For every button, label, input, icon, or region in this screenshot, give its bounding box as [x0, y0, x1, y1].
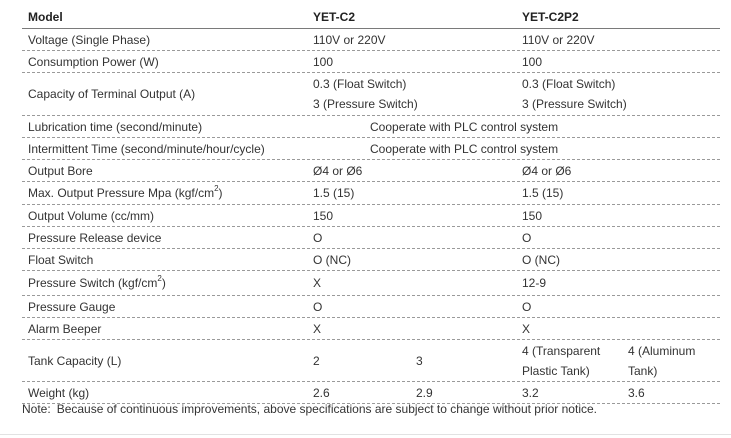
value-model1: X [313, 321, 322, 336]
row-tank [22, 340, 720, 382]
label-tail: ) [218, 186, 223, 200]
value-model1: 1.5 (15) [313, 186, 355, 200]
value-model1: Ø4 or Ø6 [313, 163, 363, 178]
value-model1: 150 [313, 208, 334, 223]
value-model2: 12-9 [522, 276, 547, 290]
value-model2-a: 3.2 [522, 385, 539, 400]
row-label: Weight (kg) [28, 385, 90, 400]
row-label: Consumption Power (W) [28, 54, 159, 69]
value-span: Cooperate with PLC control system [370, 141, 559, 156]
row-pressure [22, 182, 720, 205]
label-text: Pressure Switch (kgf/cm [28, 276, 158, 290]
row-label: Lubrication time (second/minute) [28, 119, 203, 134]
label-text: Max. Output Pressure Mpa (kgf/cm [28, 186, 215, 200]
row-label: Float Switch [28, 252, 94, 267]
row-label: Capacity of Terminal Output (A) [28, 87, 196, 101]
value-line: 0.3 (Float Switch) [522, 77, 616, 91]
value-model2: Ø4 or Ø6 [522, 163, 572, 178]
value-model1-a: 2 [313, 353, 320, 368]
row-label: Tank Capacity (L) [28, 353, 122, 368]
value-span: Cooperate with PLC control system [370, 119, 559, 134]
row-power [22, 51, 720, 73]
row-alarm [22, 318, 720, 340]
value-model2: O [522, 230, 532, 245]
header-model2: YET-C2P2 [522, 10, 579, 24]
row-gauge [22, 296, 720, 318]
header-row [22, 6, 720, 29]
value-model1: 100 [313, 54, 334, 69]
value-model1-b: 3 [416, 353, 423, 368]
bottom-divider [0, 434, 731, 435]
row-release [22, 227, 720, 249]
value-model1: 110V or 220V [313, 32, 386, 47]
row-label: Pressure Switch (kgf/cm $^2$ ) [28, 274, 166, 290]
value-model2-b: 3.6 [628, 385, 645, 400]
value-model2: 1.5 (15) [522, 186, 564, 200]
value-model2-a: 4 (Transparent Plastic Tank) [522, 343, 601, 378]
value-model1-a: 2.6 [313, 385, 330, 400]
row-label: Output Volume (cc/mm) [28, 208, 155, 223]
note-text: Because of continuous improvements, above specifications are subject to change without prior notice. [56, 402, 597, 416]
value-model2-b: 4 (Aluminum Tank) [628, 343, 696, 378]
value-model1: O [313, 230, 323, 245]
value-model2: O [522, 299, 532, 314]
row-float [22, 249, 720, 271]
row-label: Intermittent Time (second/minute/hour/cycle) [28, 141, 265, 156]
row-weight [22, 382, 720, 404]
row-bore [22, 160, 720, 182]
value-model2: O (NC) [522, 252, 560, 267]
value-model1 [313, 73, 513, 115]
value-model1: O [313, 299, 323, 314]
value-model1: X [313, 276, 322, 290]
value-model2: 150 [522, 208, 543, 223]
row-terminal [22, 73, 720, 116]
footnote [22, 402, 720, 416]
spec-table [22, 6, 720, 404]
row-label: Max. Output Pressure Mpa (kgf/cm $^2$ ) [28, 184, 223, 200]
row-voltage [22, 29, 720, 51]
row-label: Pressure Gauge [28, 299, 116, 314]
label-tail: ) [161, 276, 166, 290]
row-label: Voltage (Single Phase) [28, 32, 151, 47]
note-label: Note: [22, 402, 51, 416]
row-label: Alarm Beeper [28, 321, 102, 336]
value-model2: 100 [522, 54, 543, 69]
header-model: Model [28, 10, 63, 24]
value-model2: 110V or 220V [522, 32, 595, 47]
value-line: 3 (Pressure Switch) [313, 97, 418, 111]
row-pressure-switch [22, 271, 720, 296]
value-model2: X [522, 321, 531, 336]
value-model1: O (NC) [313, 252, 351, 267]
value-model1-b: 2.9 [416, 385, 433, 400]
row-label: Pressure Release device [28, 230, 162, 245]
value-model2 [522, 73, 720, 115]
value-line: 3 (Pressure Switch) [522, 97, 627, 111]
row-intermittent [22, 138, 720, 160]
row-lubrication [22, 116, 720, 138]
header-model1: YET-C2 [313, 10, 356, 24]
row-volume [22, 205, 720, 227]
value-line: 0.3 (Float Switch) [313, 77, 407, 91]
row-label: Output Bore [28, 163, 93, 178]
